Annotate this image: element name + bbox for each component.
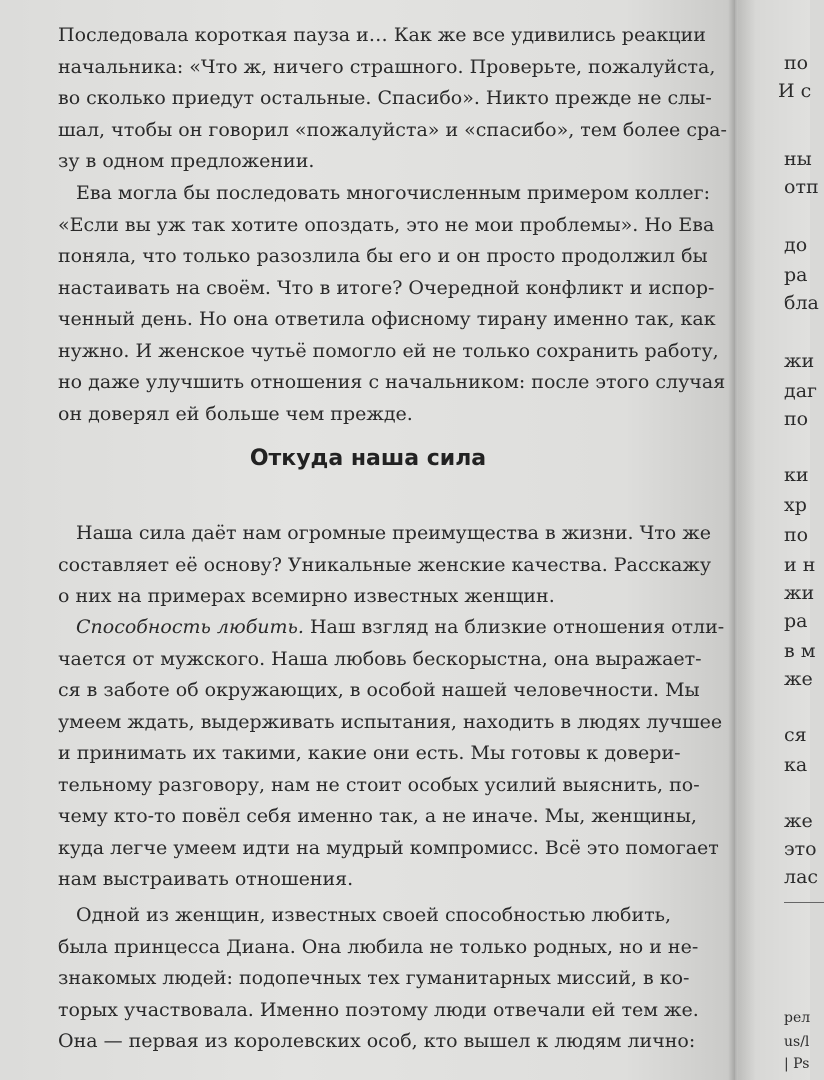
text-line: Наша сила даёт нам огромные преимущества в жизни. Что же — [76, 522, 712, 544]
right-fragment: ра — [784, 264, 808, 286]
right-fragment: хр — [784, 494, 807, 516]
right-fragment: ся — [784, 724, 807, 746]
text-line: нужно. И женское чутьё помогло ей не только сохранить работу, — [58, 339, 719, 362]
footnote-fragment: рел — [784, 1010, 811, 1026]
text-line: знакомых людей: подопечных тех гуманитарных миссий, в ко- — [58, 967, 690, 989]
paragraph-4 — [58, 612, 725, 896]
text-line: во сколько приедут остальные. Спасибо». Никто прежде не слы- — [58, 87, 712, 109]
right-fragment: по — [784, 408, 809, 430]
text-line: Одной из женщин, известных своей способностью любить, — [76, 904, 672, 926]
text-line: умеем ждать, выдерживать испытания, находить в людях лучшее — [58, 710, 723, 733]
text-line: тельному разговору, нам не стоит особых усилий выяснить, по- — [58, 773, 700, 796]
right-fragment: бла — [784, 292, 819, 314]
text-line: торых участвовала. Именно поэтому люди отвечали ей тем же. — [58, 998, 699, 1021]
right-fragment: ны — [784, 148, 812, 170]
paragraph-5 — [58, 900, 699, 1058]
right-fragment: даг — [784, 380, 817, 402]
footnote-rule — [784, 902, 824, 903]
text-line — [58, 612, 725, 644]
paragraph-3 — [58, 518, 712, 613]
paragraph-2 — [58, 178, 726, 430]
right-fragment: жи — [784, 582, 815, 604]
text-line: «Если вы уж так хотите опоздать, это не мои проблемы». Но Ева — [58, 213, 715, 236]
footnote-fragment: | Ps — [784, 1056, 810, 1072]
text-line: нам выстраивать отношения. — [58, 868, 354, 890]
text-line: он доверял ей больше чем прежде. — [58, 402, 413, 425]
footnote-fragment: us/l — [784, 1034, 810, 1050]
right-fragment: И с — [778, 80, 812, 102]
right-fragment: же — [784, 810, 813, 832]
text-line: настаивать на своём. Что в итоге? Очередной конфликт и испор- — [58, 276, 715, 299]
text-line: Она — первая из королевских особ, кто вышел к людям лично: — [58, 1030, 696, 1052]
right-fragment: по — [784, 524, 809, 546]
text-line: шал, чтобы он говорил «пожалуйста» и «спасибо», тем более сра- — [58, 118, 727, 141]
right-fragment: лас — [784, 866, 819, 888]
right-fragment: и н — [784, 554, 816, 576]
text-line: но даже улучшить отношения с начальником: после этого случая — [58, 371, 726, 393]
right-fragment: жи — [784, 350, 815, 372]
text-line: ченный день. Но она ответила офисному тирану именно так, как — [58, 308, 716, 330]
text-line: и принимать их такими, какие они есть. Мы готовы к довери- — [58, 742, 681, 764]
right-fragment: до — [784, 234, 808, 256]
right-fragment: в м — [784, 640, 816, 662]
text-line: куда легче умеем идти на мудрый компромисс. Всё это помогает — [58, 836, 719, 859]
text-fragment: Наш взгляд на близкие отношения отли- — [303, 616, 725, 638]
right-fragment: это — [784, 838, 817, 860]
section-heading: Откуда наша сила — [249, 446, 487, 471]
right-fragment: ра — [784, 610, 808, 632]
text-line: Последовала короткая пауза и… Как же все удивились реакции — [58, 24, 706, 46]
text-line: зу в одном предложении. — [58, 150, 315, 172]
text-line: ся в заботе об окружающих, в особой нашей человечности. Мы — [58, 679, 700, 701]
right-page — [738, 0, 819, 1080]
text-line: начальника: «Что ж, ничего страшного. Проверьте, пожалуйста, — [58, 55, 716, 78]
text-line: поняла, что только разозлила бы его и он просто продолжил бы — [58, 245, 708, 267]
paragraph-1 — [58, 20, 727, 178]
right-fragment: ки — [784, 464, 809, 486]
right-fragment: отп — [784, 176, 819, 198]
text-line: была принцесса Диана. Она любила не только родных, но и не- — [58, 935, 699, 958]
text-line: составляет её основу? Уникальные женские качества. Расскажу — [58, 553, 712, 576]
text-line: чему кто-то повёл себя именно так, а не иначе. Мы, женщины, — [58, 805, 697, 827]
text-line: о них на примерах всемирно известных женщин. — [58, 585, 555, 607]
italic-term: Способность любить. — [76, 616, 304, 638]
right-fragment: же — [784, 668, 813, 690]
text-line: Ева могла бы последовать многочисленным примером коллег: — [76, 182, 710, 204]
text-line: чается от мужского. Наша любовь бескорыстна, она выражает- — [58, 647, 702, 670]
right-fragment: по — [784, 52, 809, 74]
right-fragment: ка — [784, 754, 808, 776]
